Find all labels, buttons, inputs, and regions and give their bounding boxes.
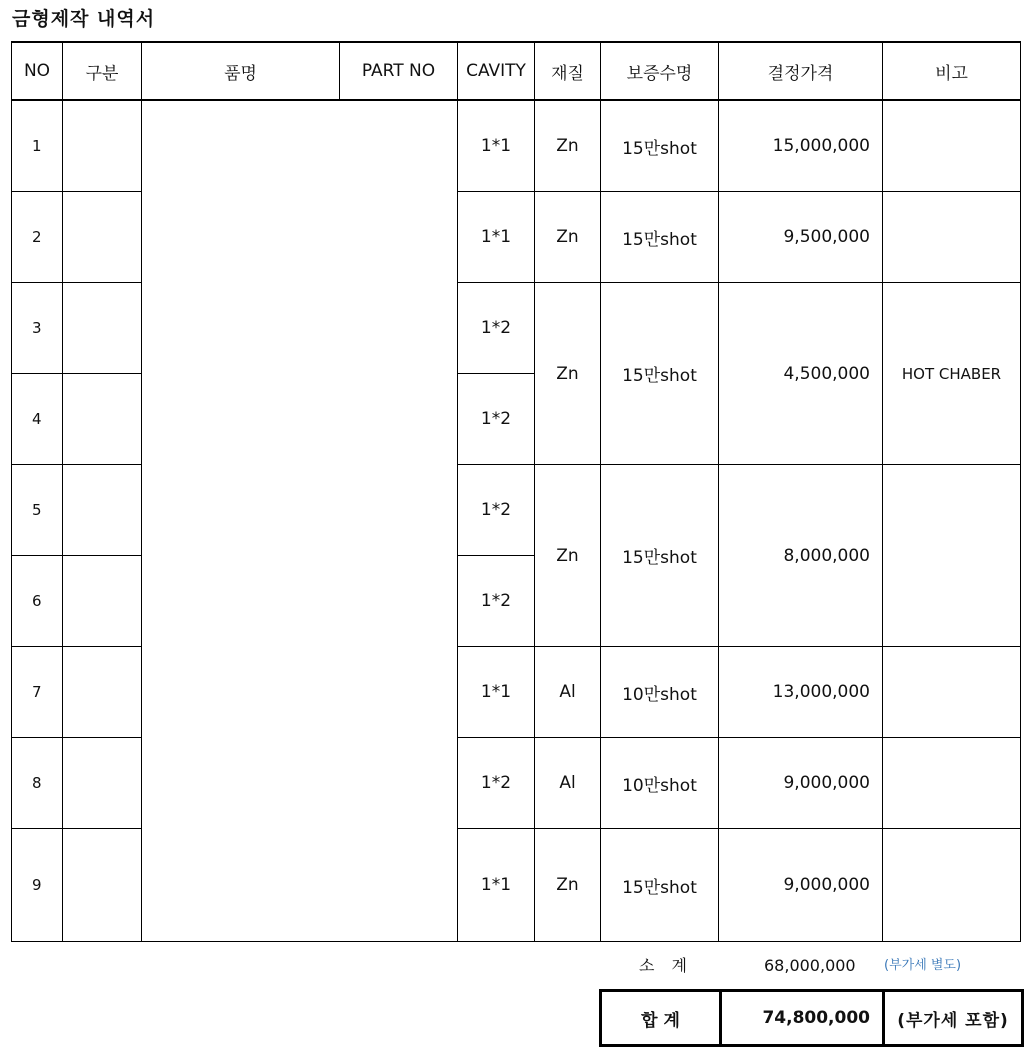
row-no: 9 xyxy=(12,829,63,942)
row-part-no xyxy=(340,374,458,465)
row-cavity: 1*2 xyxy=(458,738,535,829)
row-item-name xyxy=(142,283,340,374)
row-cavity: 1*1 xyxy=(458,829,535,942)
row-warranty-life: 10만shot xyxy=(601,738,719,829)
row-no: 3 xyxy=(12,283,63,374)
table-row xyxy=(12,100,1021,192)
header-item-name: 품명 xyxy=(142,42,340,100)
row-remarks xyxy=(883,192,1021,283)
total-label: 합 계 xyxy=(601,991,721,1046)
row-no: 5 xyxy=(12,465,63,556)
row-material: Zn xyxy=(535,465,601,647)
row-warranty-life: 15만shot xyxy=(601,829,719,942)
row-remarks xyxy=(883,647,1021,738)
row-cavity: 1*2 xyxy=(458,283,535,374)
row-no: 7 xyxy=(12,647,63,738)
subtotal-value: 68,000,000 xyxy=(764,956,856,975)
header-final-price: 결정가격 xyxy=(719,42,883,100)
row-item-name xyxy=(142,738,340,829)
header-part-no: PART NO xyxy=(340,42,458,100)
row-remarks: HOT CHABER xyxy=(883,283,1021,465)
row-price: 9,000,000 xyxy=(719,829,883,942)
row-category xyxy=(63,738,142,829)
row-remarks xyxy=(883,738,1021,829)
row-category xyxy=(63,647,142,738)
row-price: 4,500,000 xyxy=(719,283,883,465)
row-category xyxy=(63,374,142,465)
row-category xyxy=(63,192,142,283)
row-material: Al xyxy=(535,647,601,738)
row-item-name xyxy=(142,829,340,942)
row-no: 8 xyxy=(12,738,63,829)
row-material: Zn xyxy=(535,192,601,283)
total-vat-note: (부가세 포함) xyxy=(884,991,1023,1046)
row-category xyxy=(63,283,142,374)
row-cavity: 1*1 xyxy=(458,100,535,192)
row-price: 13,000,000 xyxy=(719,647,883,738)
row-category xyxy=(63,556,142,647)
row-item-name xyxy=(142,192,340,283)
header-cavity: CAVITY xyxy=(458,42,535,100)
row-no: 4 xyxy=(12,374,63,465)
row-cavity: 1*2 xyxy=(458,374,535,465)
row-item-name xyxy=(142,100,340,192)
table-row xyxy=(12,738,1021,829)
row-material: Zn xyxy=(535,829,601,942)
total-value: 74,800,000 xyxy=(721,991,884,1046)
table-row xyxy=(12,192,1021,283)
row-item-name xyxy=(142,556,340,647)
table-row xyxy=(12,283,1021,374)
row-material: Al xyxy=(535,738,601,829)
document-title: 금형제작 내역서 xyxy=(12,8,156,30)
row-no: 1 xyxy=(12,100,63,192)
row-part-no xyxy=(340,738,458,829)
row-remarks xyxy=(883,465,1021,647)
row-part-no xyxy=(340,647,458,738)
row-no: 2 xyxy=(12,192,63,283)
table-row xyxy=(12,647,1021,738)
row-price: 15,000,000 xyxy=(719,100,883,192)
row-category xyxy=(63,465,142,556)
row-price: 9,500,000 xyxy=(719,192,883,283)
row-no: 6 xyxy=(12,556,63,647)
row-category xyxy=(63,100,142,192)
table-row xyxy=(12,829,1021,942)
row-item-name xyxy=(142,465,340,556)
row-remarks xyxy=(883,829,1021,942)
row-part-no xyxy=(340,192,458,283)
row-part-no xyxy=(340,556,458,647)
mold-cost-table xyxy=(11,41,1021,942)
row-material: Zn xyxy=(535,283,601,465)
header-no: NO xyxy=(12,42,63,100)
row-cavity: 1*1 xyxy=(458,647,535,738)
header-material: 재질 xyxy=(535,42,601,100)
row-part-no xyxy=(340,100,458,192)
row-warranty-life: 10만shot xyxy=(601,647,719,738)
header-category: 구분 xyxy=(63,42,142,100)
grand-total-box xyxy=(599,989,1024,1047)
row-warranty-life: 15만shot xyxy=(601,283,719,465)
row-part-no xyxy=(340,283,458,374)
subtotal-label: 소 계 xyxy=(639,956,693,975)
row-remarks xyxy=(883,100,1021,192)
header-warranty-life: 보증수명 xyxy=(601,42,719,100)
row-price: 9,000,000 xyxy=(719,738,883,829)
header-remarks: 비고 xyxy=(883,42,1021,100)
row-warranty-life: 15만shot xyxy=(601,192,719,283)
row-cavity: 1*1 xyxy=(458,192,535,283)
row-item-name xyxy=(142,647,340,738)
row-category xyxy=(63,829,142,942)
row-item-name xyxy=(142,374,340,465)
row-cavity: 1*2 xyxy=(458,556,535,647)
row-part-no xyxy=(340,829,458,942)
row-material: Zn xyxy=(535,100,601,192)
row-cavity: 1*2 xyxy=(458,465,535,556)
row-warranty-life: 15만shot xyxy=(601,100,719,192)
row-warranty-life: 15만shot xyxy=(601,465,719,647)
header-row xyxy=(12,42,1021,100)
row-price: 8,000,000 xyxy=(719,465,883,647)
subtotal-vat-note: (부가세 별도) xyxy=(884,958,962,973)
row-part-no xyxy=(340,465,458,556)
table-row xyxy=(12,465,1021,556)
